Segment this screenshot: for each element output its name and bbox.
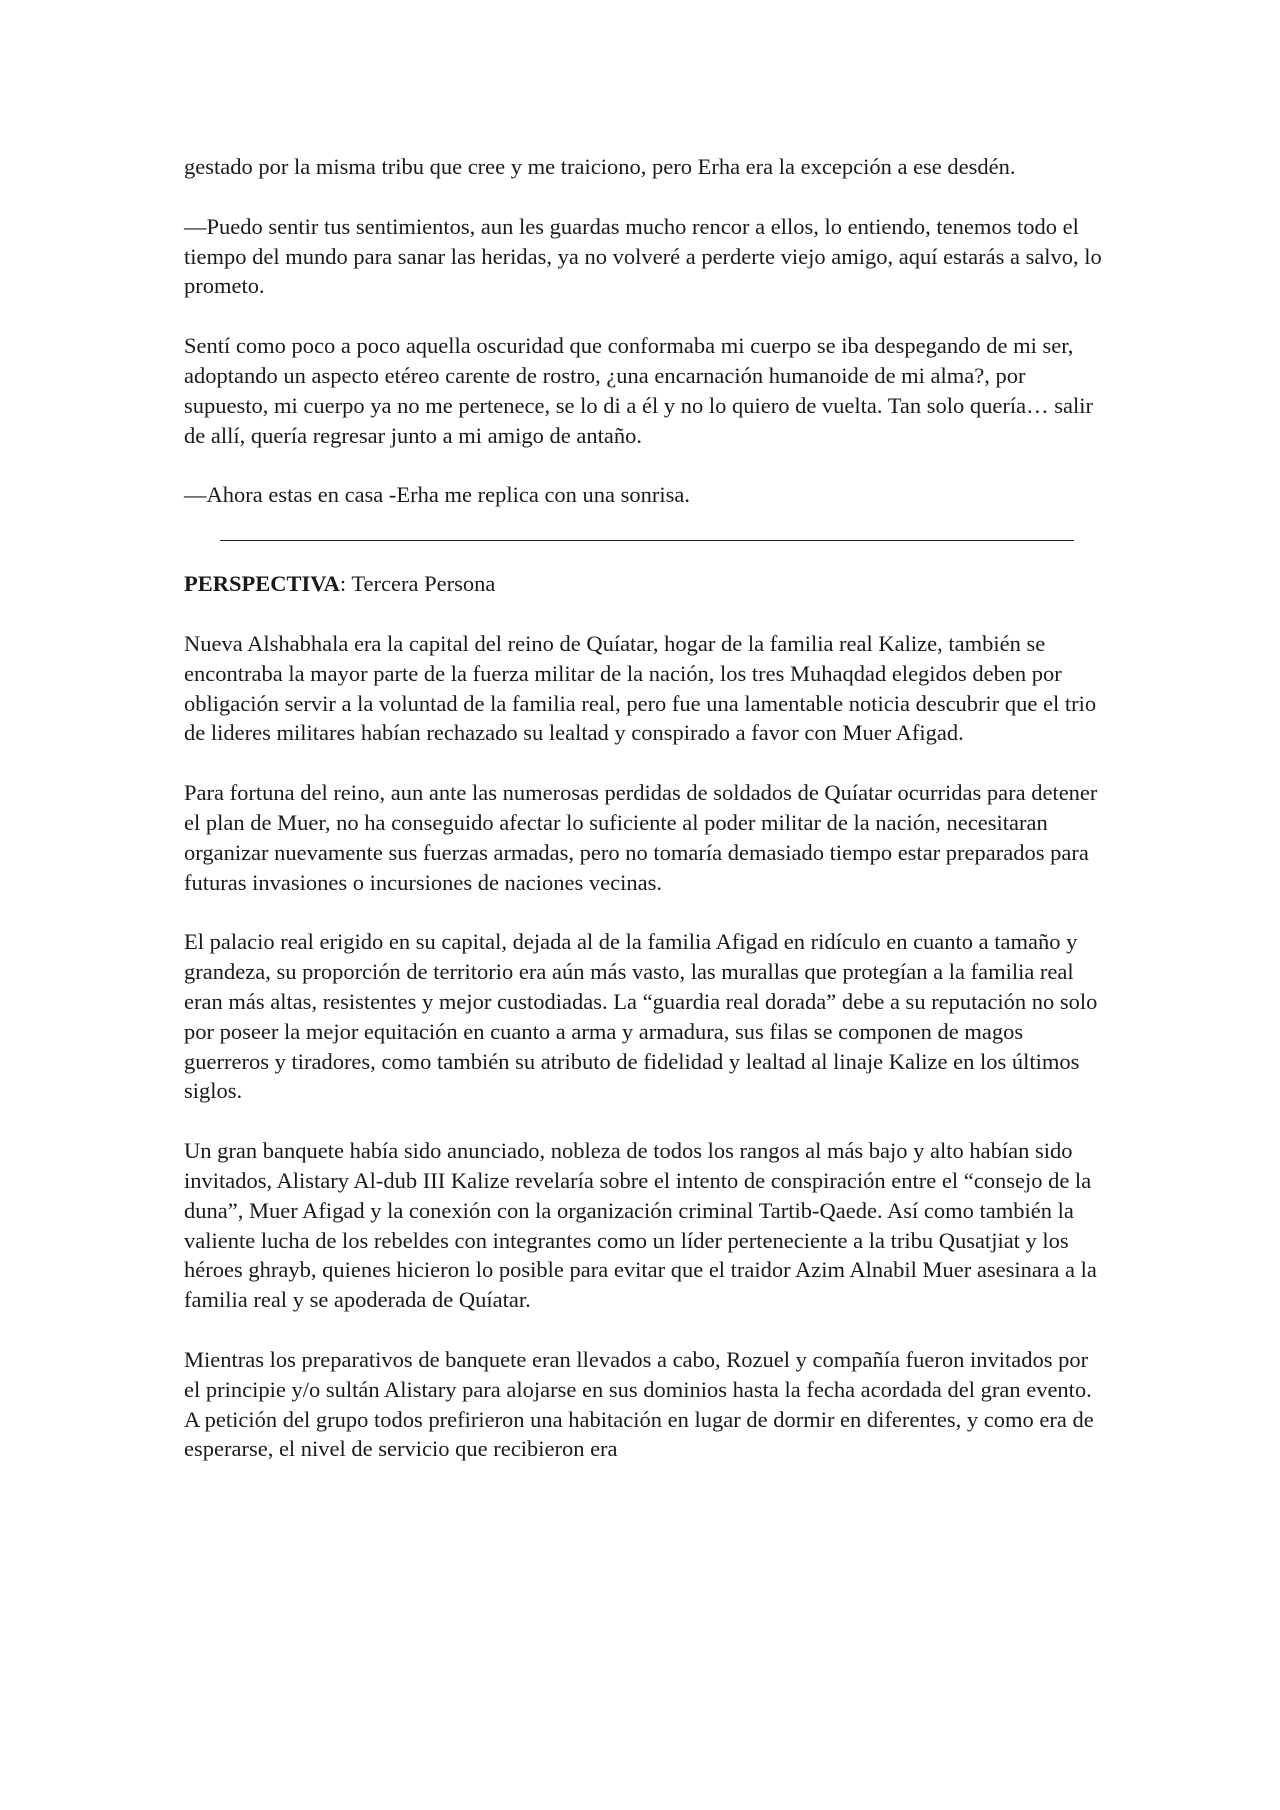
section-heading-value: Tercera Persona	[351, 571, 496, 597]
paragraph: Para fortuna del reino, aun ante las numerosas perdidas de soldados de Quíatar ocurridas para detener el plan de Muer, no ha conseguido afectar lo suficiente al poder militar de la nación, necesitaran organizar nuevamente sus fuerzas armadas, pero no tomaría demasiado tiempo estar preparados para futuras invasiones o incursiones de naciones vecinas.	[184, 780, 1098, 895]
section-heading-separator: :	[339, 571, 352, 597]
document-body	[184, 152, 1104, 1494]
paragraph: Nueva Alshabhala era la capital del reino de Quíatar, hogar de la familia real Kalize, también se encontraba la mayor parte de la fuerza militar de la nación, los tres Muhaqdad elegidos deben por obligación servir a la voluntad de la familia real, pero fue una lamentable noticia descubrir que el trio de lideres militares habían rechazado su lealtad y conspirado a favor con Muer Afigad.	[184, 630, 1097, 746]
paragraph: —Puedo sentir tus sentimientos, aun les guardas mucho rencor a ellos, lo entiendo, tenemos todo el tiempo del mundo para sanar las heridas, ya no volveré a perderte viejo amigo, aquí estarás a salvo, lo prometo.	[184, 213, 1102, 299]
section-heading-label: PERSPECTIVA	[184, 571, 340, 597]
paragraph: gestado por la misma tribu que cree y me traiciono, pero Erha era la excepción a ese desdén.	[184, 154, 1016, 179]
paragraph: Un gran banquete había sido anunciado, nobleza de todos los rangos al más bajo y alto habían sido invitados, Alistary Al-dub III Kalize revelaría sobre el intento de conspiración entre el “consejo de la duna”, Muer Afigad y la conexión con la organización criminal Tartib-Qaede. Así como también la valiente lucha de los rebeldes con integrantes como un líder perteneciente a la tribu Qusatjiat y los héroes ghrayb, quienes hicieron lo posible para evitar que el traidor Azim Alnabil Muer asesinara a la familia real y se apoderada de Quíatar.	[184, 1138, 1097, 1313]
paragraph: El palacio real erigido en su capital, dejada al de la familia Afigad en ridículo en cuanto a tamaño y grandeza, su proporción de territorio era aún más vasto, las murallas que protegían a la familia real eran más altas, resistentes y mejor custodiadas. La “guardia real dorada” debe a su reputación no solo por poseer la mejor equitación en cuanto a arma y armadura, sus filas se componen de magos guerreros y tiradores, como también su atributo de fidelidad y lealtad al linaje Kalize en los últimos siglos.	[184, 929, 1098, 1104]
paragraph: Sentí como poco a poco aquella oscuridad que conformaba mi cuerpo se iba despegando de mi ser, adoptando un aspecto etéreo carente de rostro, ¿una encarnación humanoide de mi alma?, por supuesto, mi cuerpo ya no me pertenece, se lo di a él y no lo quiero de vuelta. Tan solo quería… salir de allí, quería regresar junto a mi amigo de antaño.	[184, 333, 1093, 448]
paragraph: Mientras los preparativos de banquete eran llevados a cabo, Rozuel y compañía fueron invitados por el principie y/o sultán Alistary para alojarse en sus dominios hasta la fecha acordada del gran evento. A petición del grupo todos prefirieron una habitación en lugar de dormir en diferentes, y como era de esperarse, el nivel de servicio que recibieron era	[184, 1346, 1094, 1462]
section-divider	[220, 540, 1074, 541]
section-heading	[184, 569, 1104, 599]
paragraph: —Ahora estas en casa -Erha me replica con una sonrisa.	[184, 482, 691, 508]
